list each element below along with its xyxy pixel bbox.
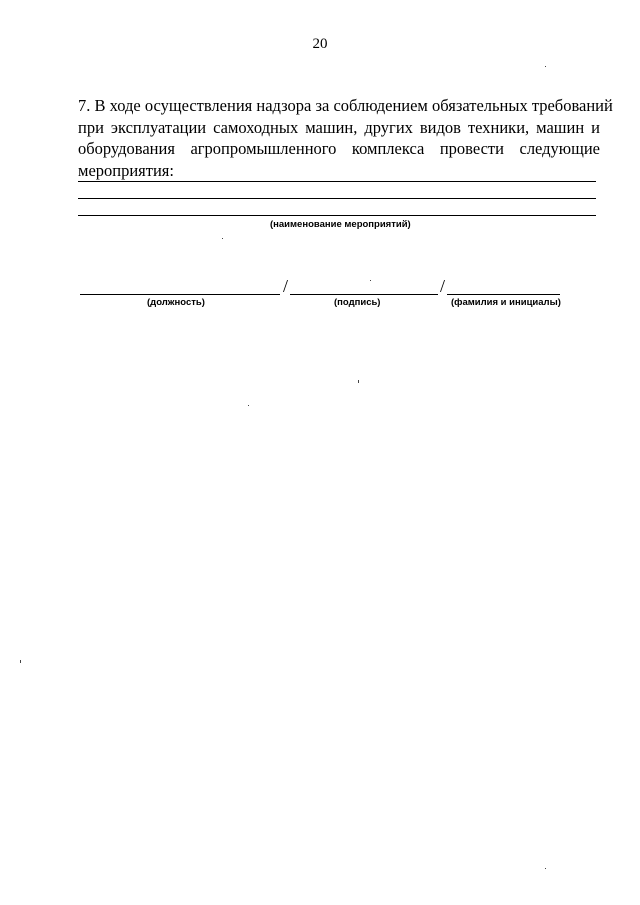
- caption-position: (должность): [147, 297, 205, 308]
- item-7-paragraph: [78, 95, 613, 181]
- caption-signature: (подпись): [334, 297, 381, 308]
- slash-separator-2: /: [440, 276, 446, 296]
- scan-speck: [358, 380, 359, 383]
- paragraph-line-1: 7. В ходе осуществления надзора за соблюдением обязательных требований: [78, 96, 613, 115]
- signature-line-name: [447, 294, 560, 295]
- signature-line-signature: [290, 294, 438, 295]
- page-number: 20: [312, 36, 328, 52]
- caption-activities: (наименование мероприятий): [270, 219, 411, 230]
- scan-speck: [222, 238, 223, 239]
- scan-speck: [248, 405, 249, 406]
- paragraph-line-3: оборудования агропромышленного комплекса провести следующие: [78, 139, 600, 158]
- scan-speck: [545, 868, 546, 869]
- scan-speck: [20, 660, 21, 663]
- scan-speck: [545, 66, 546, 67]
- scan-speck: [370, 280, 371, 281]
- slash-separator-1: /: [283, 276, 289, 296]
- fill-line-1: [78, 181, 596, 182]
- fill-line-3: [78, 215, 596, 216]
- paragraph-line-4: мероприятия:: [78, 160, 174, 180]
- fill-line-2: [78, 198, 596, 199]
- caption-name: (фамилия и инициалы): [451, 297, 561, 308]
- signature-line-position: [80, 294, 280, 295]
- paragraph-line-2: при эксплуатации самоходных машин, других видов техники, машин и: [78, 117, 600, 137]
